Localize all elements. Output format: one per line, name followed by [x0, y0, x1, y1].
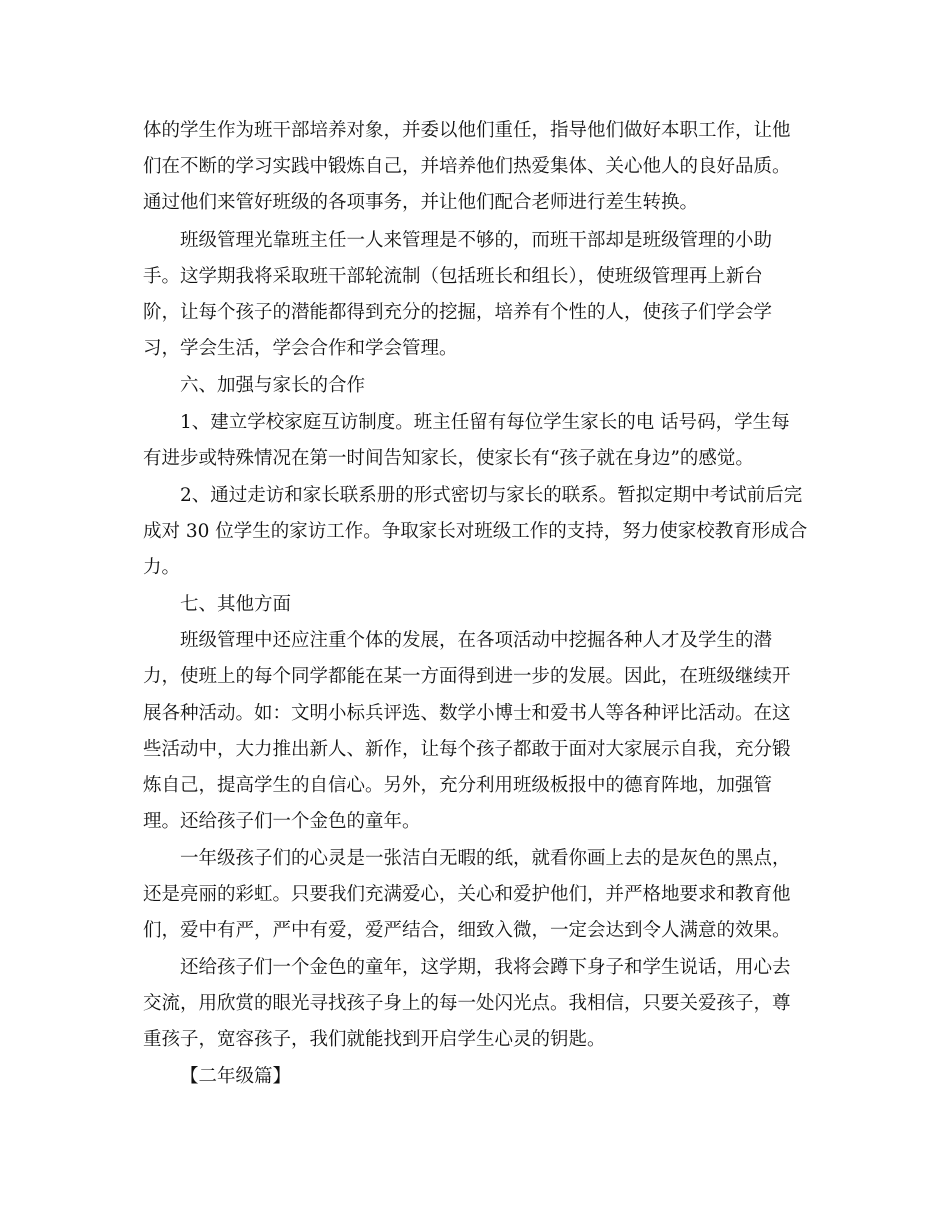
- paragraph-line: 习，学会生活，学会合作和学会管理。: [143, 338, 458, 359]
- paragraph-line: 些活动中，大力推出新人、新作，让每个孩子都敢于面对大家展示自我，充分锻: [143, 739, 791, 760]
- paragraph-line: 还给孩子们一个金色的童年，这学期，我将会蹲下身子和学生说话，用心去: [180, 957, 791, 978]
- paragraph-line: 成对 30 位学生的家访工作。争取家长对班级工作的支持，努力使家校教育形成合: [143, 521, 808, 542]
- paragraph-line: 展各种活动。如：文明小标兵评选、数学小博士和爱书人等各种评比活动。在这: [143, 703, 791, 724]
- paragraph-line: 炼自己，提高学生的自信心。另外，充分利用班级板报中的德育阵地，加强管: [143, 775, 773, 796]
- paragraph-line: 交流，用欣赏的眼光寻找孩子身上的每一处闪光点。我相信，只要关爱孩子，尊: [143, 993, 791, 1014]
- paragraph-line: 班级管理中还应注重个体的发展，在各项活动中挖掘各种人才及学生的潜: [180, 630, 773, 651]
- paragraph-line: 通过他们来管好班级的各项事务，并让他们配合老师进行差生转换。: [143, 192, 699, 213]
- paragraph-line: 1、建立学校家庭互访制度。班主任留有每位学生家长的电 话号码，学生每: [180, 412, 790, 433]
- paragraph-line: 理。还给孩子们一个金色的童年。: [143, 811, 421, 832]
- paragraph-line: 手。这学期我将采取班干部轮流制（包括班长和组长），使班级管理再上新台: [143, 266, 763, 287]
- paragraph-line: 还是亮丽的彩虹。只要我们充满爱心，关心和爱护他们，并严格地要求和教育他: [143, 884, 791, 905]
- paragraph-line: 2、通过走访和家长联系册的形式密切与家长的联系。暂拟定期中考试前后完: [180, 485, 803, 506]
- paragraph-line: 班级管理光靠班主任一人来管理是不够的，而班干部却是班级管理的小助: [180, 230, 773, 251]
- section-heading: 【二年级篇】: [180, 1066, 292, 1087]
- paragraph-line: 一年级孩子们的心灵是一张洁白无暇的纸，就看你画上去的是灰色的黑点，: [180, 848, 791, 869]
- section-heading: 七、其他方面: [180, 594, 292, 615]
- paragraph-line: 重孩子，宽容孩子，我们就能找到开启学生心灵的钥匙。: [143, 1029, 606, 1050]
- paragraph-line: 力。: [143, 557, 181, 578]
- paragraph-line: 们在不断的学习实践中锻炼自己，并培养他们热爱集体、关心他人的良好品质。: [143, 156, 791, 177]
- paragraph-line: 们，爱中有严，严中有爱，爱严结合，细致入微，一定会达到令人满意的效果。: [143, 920, 791, 941]
- section-heading: 六、加强与家长的合作: [180, 375, 366, 396]
- paragraph-line: 阶，让每个孩子的潜能都得到充分的挖掘，培养有个性的人，使孩子们学会学: [143, 302, 773, 323]
- paragraph-line: 有进步或特殊情况在第一时间告知家长，使家长有“孩子就在身边”的感觉。: [143, 448, 754, 469]
- paragraph-line: 力，使班上的每个同学都能在某一方面得到进一步的发展。因此，在班级继续开: [143, 666, 791, 687]
- paragraph-line: 体的学生作为班干部培养对象，并委以他们重任，指导他们做好本职工作，让他: [143, 120, 791, 141]
